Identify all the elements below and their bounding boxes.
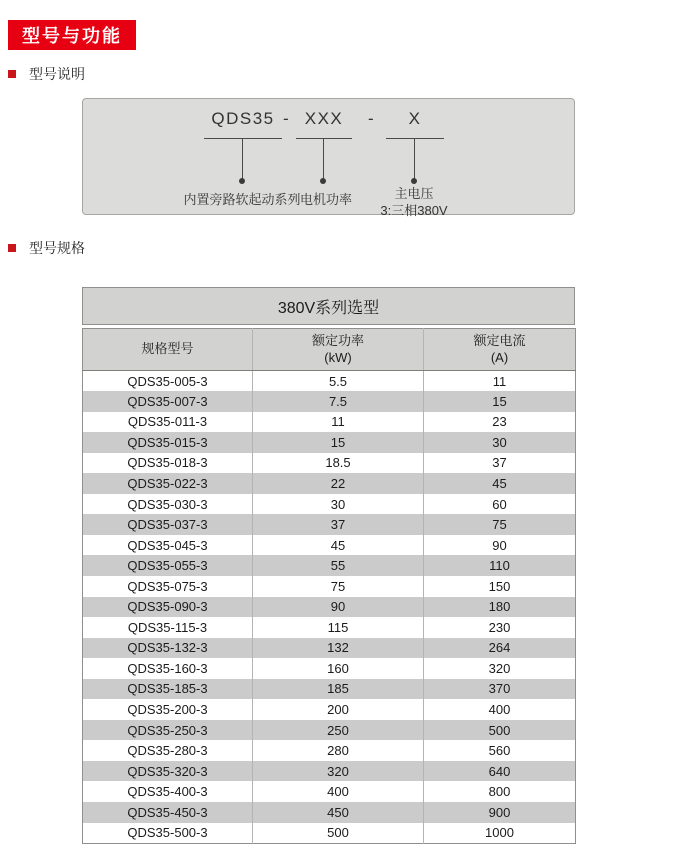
table-row (83, 412, 576, 433)
connector-dot (411, 178, 417, 184)
section-heading-label: 型号说明 (29, 66, 85, 82)
table-cell: QDS35-018-3 (127, 455, 208, 471)
table-row (83, 473, 576, 494)
table-row (83, 453, 576, 474)
voltage-label (380, 186, 447, 220)
table-cell: 37 (424, 453, 576, 474)
code-separator: - (283, 109, 289, 128)
table-cell: 75 (424, 514, 576, 535)
table-row (83, 617, 576, 638)
table-cell: 11 (253, 412, 424, 433)
table-cell: 185 (253, 679, 424, 700)
page-banner: 型号与功能 (8, 20, 136, 50)
table-cell: 230 (424, 617, 576, 638)
table-cell: 110 (424, 555, 576, 576)
table-cell: 22 (253, 473, 424, 494)
table-cell: 640 (424, 761, 576, 782)
table-cell: 500 (253, 823, 424, 844)
table-cell: QDS35-015-3 (83, 432, 253, 453)
table-row (83, 597, 576, 618)
table-cell: QDS35-005-3 (127, 373, 208, 389)
code-separator: - (368, 109, 374, 128)
table-cell: QDS35-400-3 (127, 784, 208, 800)
table-cell: 30 (424, 432, 576, 453)
table-row (83, 823, 576, 844)
table-cell: 1000 (424, 823, 576, 844)
section-heading-model-description (8, 64, 85, 84)
table-cell: QDS35-030-3 (127, 496, 208, 512)
table-cell: 370 (424, 679, 576, 700)
table-row (83, 679, 576, 700)
voltage-label-line2: 3:三相380V (380, 202, 448, 218)
table-title: 380V系列选型 (82, 287, 575, 325)
table-cell: 115 (253, 617, 424, 638)
column-header-power: 额定功率 (kW) (253, 329, 424, 371)
table-cell: QDS35-045-3 (127, 537, 208, 553)
voltage-label-line1: 主电压 (394, 186, 434, 201)
table-row (83, 494, 576, 515)
model-series-code: QDS35 (204, 109, 282, 139)
table-cell: 400 (253, 781, 424, 802)
table-cell: 500 (424, 720, 576, 741)
connector-line (242, 139, 243, 181)
table-row (83, 699, 576, 720)
table-cell: QDS35-115-3 (127, 619, 208, 635)
table-cell: 280 (253, 740, 424, 761)
connector-line (323, 139, 324, 181)
table-cell: 55 (253, 555, 424, 576)
table-cell: QDS35-022-3 (83, 473, 253, 494)
table-cell: 15 (424, 391, 576, 412)
section-bullet-icon (8, 70, 16, 78)
table-row (83, 761, 576, 782)
spec-table (82, 287, 575, 844)
table-cell: 15 (253, 432, 424, 453)
voltage-code: X (386, 109, 444, 139)
spec-table-grid (82, 328, 576, 844)
table-row (83, 638, 576, 659)
table-row (83, 802, 576, 823)
table-cell: 30 (253, 494, 424, 515)
section-bullet-icon (8, 244, 16, 252)
table-cell: 60 (424, 494, 576, 515)
table-cell: 800 (424, 781, 576, 802)
table-cell: 400 (424, 699, 576, 720)
table-cell: 250 (253, 720, 424, 741)
table-cell: 264 (424, 638, 576, 659)
table-row (83, 432, 576, 453)
series-label: 内置旁路软起动系列 (183, 192, 301, 207)
table-cell: 45 (253, 535, 424, 556)
table-cell: 200 (253, 699, 424, 720)
table-row (83, 535, 576, 556)
table-cell: 90 (424, 535, 576, 556)
table-cell: QDS35-011-3 (127, 414, 208, 430)
table-cell: 45 (424, 473, 576, 494)
table-cell: QDS35-075-3 (127, 578, 208, 594)
connector-line (414, 139, 415, 181)
column-header-current: 额定电流 (A) (424, 329, 576, 371)
table-cell: 90 (253, 597, 424, 618)
table-cell: 5.5 (253, 371, 424, 392)
power-label: 电机功率 (299, 192, 353, 207)
table-cell: 320 (424, 658, 576, 679)
table-cell: 75 (253, 576, 424, 597)
table-cell: 11 (424, 371, 576, 392)
table-row (83, 781, 576, 802)
section-heading-model-specs (8, 238, 85, 258)
table-row (83, 658, 576, 679)
table-cell: QDS35-280-3 (127, 743, 208, 759)
table-cell: QDS35-007-3 (83, 391, 253, 412)
table-cell: 900 (424, 802, 576, 823)
section-heading-label: 型号规格 (29, 240, 85, 256)
table-cell: 560 (424, 740, 576, 761)
table-cell: 180 (424, 597, 576, 618)
connector-dot (239, 178, 245, 184)
column-header-model: 规格型号 (83, 329, 253, 371)
table-cell: 320 (253, 761, 424, 782)
motor-power-code: XXX (296, 109, 352, 139)
table-cell: 18.5 (253, 453, 424, 474)
table-cell: QDS35-500-3 (127, 825, 208, 841)
model-code-diagram (82, 98, 575, 218)
table-cell: 450 (253, 802, 424, 823)
table-row (83, 371, 576, 392)
table-cell: QDS35-450-3 (83, 802, 253, 823)
table-cell: QDS35-160-3 (127, 660, 208, 676)
table-row (83, 391, 576, 412)
connector-dot (320, 178, 326, 184)
table-cell: QDS35-320-3 (83, 761, 253, 782)
table-cell: QDS35-250-3 (83, 720, 253, 741)
table-cell: 150 (424, 576, 576, 597)
table-header-row (83, 329, 576, 371)
table-cell: QDS35-037-3 (83, 514, 253, 535)
table-row (83, 740, 576, 761)
table-row (83, 555, 576, 576)
table-cell: 23 (424, 412, 576, 433)
table-cell: 160 (253, 658, 424, 679)
table-cell: 132 (253, 638, 424, 659)
table-cell: QDS35-090-3 (83, 597, 253, 618)
table-cell: QDS35-200-3 (127, 702, 208, 718)
table-cell: 37 (253, 514, 424, 535)
table-cell: 7.5 (253, 391, 424, 412)
table-cell: QDS35-055-3 (83, 555, 253, 576)
table-row (83, 576, 576, 597)
table-cell: QDS35-185-3 (83, 679, 253, 700)
table-cell: QDS35-132-3 (83, 638, 253, 659)
table-row (83, 720, 576, 741)
table-row (83, 514, 576, 535)
